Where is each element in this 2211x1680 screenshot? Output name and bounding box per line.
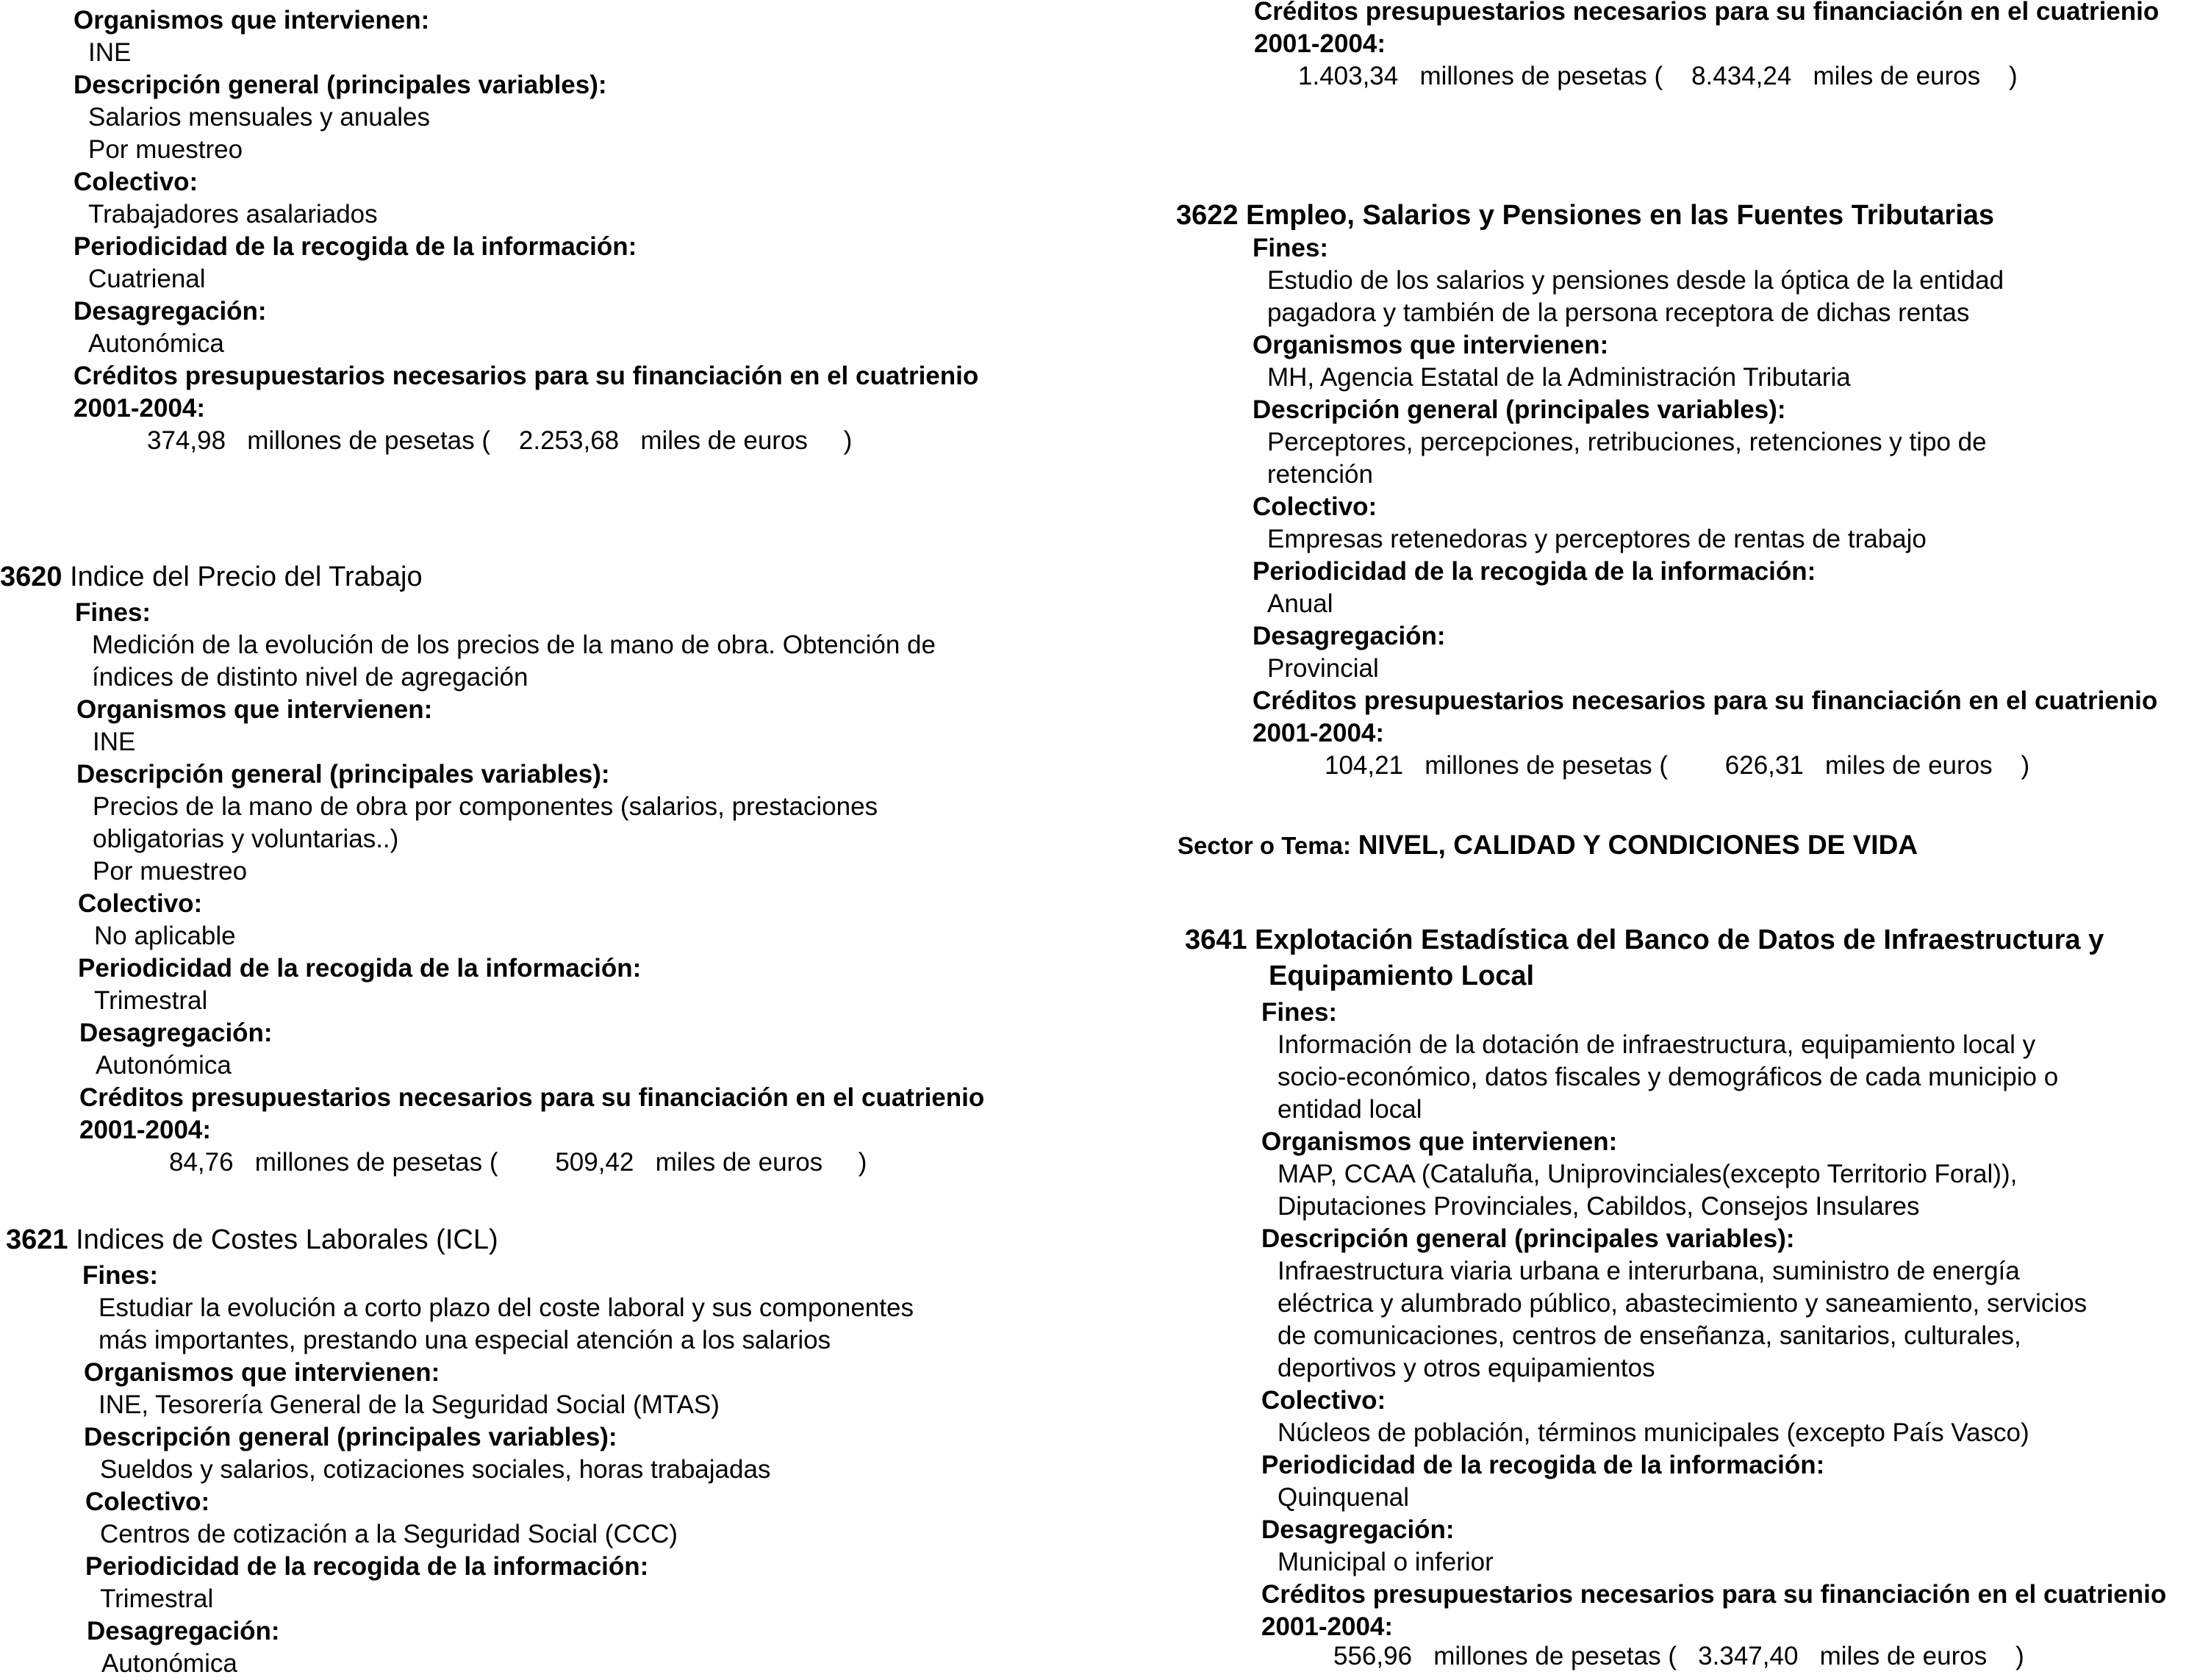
pesetas-unit: millones de pesetas ( (1425, 751, 1668, 780)
pesetas-unit: millones de pesetas ( (1419, 62, 1663, 90)
operation-title: Empleo, Salarios y Pensiones en las Fuentes Tributarias (1246, 200, 1995, 231)
fines-label: Fines: (1253, 234, 1329, 262)
descripcion-label: Descripción general (principales variables): (1261, 1224, 1795, 1253)
pesetas-unit: millones de pesetas ( (1433, 1642, 1677, 1670)
desagregacion-label: Desagregación: (1253, 622, 1446, 650)
euros-value: 2.253,68 (518, 426, 620, 455)
fines-line: Información de la dotación de infraestructura, equipamiento local y (1277, 1030, 2036, 1059)
euros-unit: miles de euros (640, 426, 808, 455)
close-paren: ) (2009, 62, 2018, 90)
periodicidad-label: Periodicidad de la recogida de la información: (85, 1552, 649, 1581)
creditos-label: Créditos presupuestarios necesarios para su financiación en el cuatrienio (1261, 1580, 2167, 1609)
close-paren: ) (2015, 1642, 2024, 1670)
colectivo-value: Núcleos de población, términos municipales (excepto País Vasco) (1277, 1418, 2029, 1447)
colectivo-label: Colectivo: (85, 1487, 210, 1516)
operation-heading-3641 (1185, 924, 2104, 956)
desagregacion-label: Desagregación: (87, 1617, 280, 1645)
creditos-years: 2001-2004: (79, 1116, 212, 1144)
creditos-amount (1298, 60, 2018, 93)
organismos-value: MH, Agencia Estatal de la Administración Tributaria (1267, 363, 1851, 392)
desagregacion-value: Autonómica (101, 1649, 237, 1678)
organismos-value: INE (93, 728, 136, 756)
creditos-years: 2001-2004: (1253, 719, 1385, 747)
creditos-years: 2001-2004: (74, 394, 206, 423)
creditos-amount (1325, 750, 2029, 782)
operation-number: 3620 (0, 561, 62, 592)
creditos-amount (147, 425, 852, 457)
close-paren: ) (843, 426, 853, 455)
operation-number: 3621 (6, 1224, 68, 1255)
fines-line: Estudio de los salarios y pensiones desde la óptica de la entidad (1267, 266, 2004, 295)
colectivo-label: Colectivo: (1253, 492, 1377, 521)
pesetas-unit: millones de pesetas ( (254, 1148, 498, 1177)
descripcion-line: Por muestreo (88, 135, 243, 164)
descripcion-line: Sueldos y salarios, cotizaciones sociales, horas trabajadas (100, 1455, 771, 1484)
operation-heading-3621 (6, 1224, 498, 1256)
organismos-label: Organismos que intervienen: (84, 1358, 440, 1387)
descripcion-line: obligatorias y voluntarias..) (93, 825, 399, 853)
sector-heading (1178, 829, 1918, 862)
sector-value: NIVEL, CALIDAD Y CONDICIONES DE VIDA (1358, 830, 1918, 860)
creditos-years: 2001-2004: (1254, 29, 1386, 58)
organismos-line: MAP, CCAA (Cataluña, Uniprovinciales(excepto Territorio Foral)), (1277, 1160, 2018, 1188)
operation-number: 3641 (1185, 925, 1247, 955)
desagregacion-label: Desagregación: (1261, 1515, 1455, 1544)
descripcion-line: Por muestreo (93, 857, 248, 886)
descripcion-line: Infraestructura viaria urbana e interurbana, suministro de energía (1277, 1257, 2020, 1285)
pesetas-unit: millones de pesetas ( (247, 426, 490, 455)
desagregacion-value: Autonómica (96, 1051, 232, 1080)
operation-heading-3622 (1176, 199, 1994, 231)
euros-unit: miles de euros (1819, 1642, 1988, 1670)
colectivo-value: Centros de cotización a la Seguridad Social (CCC) (100, 1520, 678, 1548)
organismos-value: INE, Tesorería General de la Seguridad Social (MTAS) (98, 1390, 720, 1419)
periodicidad-value: Quinquenal (1277, 1483, 1410, 1512)
descripcion-label: Descripción general (principales variables): (1253, 395, 1786, 424)
desagregacion-label: Desagregación: (79, 1019, 273, 1047)
descripcion-line: de comunicaciones, centros de enseñanza, sanitarios, culturales, (1277, 1321, 2021, 1350)
desagregacion-value: Municipal o inferior (1277, 1548, 1494, 1576)
colectivo-label: Colectivo: (74, 168, 198, 196)
fines-line: Medición de la evolución de los precios de la mano de obra. Obtención de (92, 631, 936, 659)
organismos-label: Organismos que intervienen: (1253, 331, 1609, 359)
sector-label: Sector o Tema: (1178, 832, 1351, 859)
periodicidad-label: Periodicidad de la recogida de la información: (1261, 1451, 1825, 1479)
operation-title-line-2: Equipamiento Local (1269, 961, 1535, 991)
descripcion-line: deportivos y otros equipamientos (1277, 1354, 1655, 1382)
descripcion-line: Precios de la mano de obra por componentes (salarios, prestaciones (93, 792, 878, 821)
periodicidad-label: Periodicidad de la recogida de la información: (1253, 557, 1816, 586)
close-paren: ) (2021, 751, 2030, 780)
descripcion-line: Salarios mensuales y anuales (88, 103, 430, 132)
operation-title: Indice del Precio del Trabajo (70, 561, 423, 592)
pesetas-value: 104,21 (1325, 751, 1404, 780)
periodicidad-value: Anual (1267, 589, 1333, 618)
creditos-label: Créditos presupuestarios necesarios para su financiación en el cuatrienio (1254, 0, 2160, 26)
euros-unit: miles de euros (655, 1148, 823, 1177)
fines-label: Fines: (75, 598, 151, 627)
periodicidad-label: Periodicidad de la recogida de la información: (74, 232, 637, 261)
creditos-amount (169, 1146, 867, 1179)
desagregacion-value: Autonómica (88, 329, 224, 358)
descripcion-label: Descripción general (principales variables): (76, 760, 610, 789)
euros-unit: miles de euros (1825, 751, 1993, 780)
descripcion-line: eléctrica y alumbrado público, abastecimiento y saneamiento, servicios (1277, 1289, 2088, 1318)
operation-number: 3622 (1176, 200, 1239, 231)
desagregacion-value: Provincial (1267, 654, 1379, 683)
organismos-value: INE (88, 38, 132, 67)
fines-line: índices de distinto nivel de agregación (92, 663, 528, 692)
creditos-label: Créditos presupuestarios necesarios para su financiación en el cuatrienio (74, 362, 979, 390)
periodicidad-label: Periodicidad de la recogida de la información: (78, 954, 642, 983)
euros-value: 626,31 (1724, 751, 1804, 780)
operation-title: Explotación Estadística del Banco de Datos de Infraestructura y (1255, 925, 2104, 955)
periodicidad-value: Trimestral (94, 986, 208, 1015)
descripcion-line: Perceptores, percepciones, retribuciones, retenciones y tipo de (1267, 428, 1987, 456)
descripcion-label: Descripción general (principales variables): (84, 1423, 617, 1451)
pesetas-value: 84,76 (169, 1148, 234, 1177)
organismos-line: Diputaciones Provinciales, Cabildos, Consejos Insulares (1277, 1192, 1920, 1221)
desagregacion-label: Desagregación: (74, 297, 267, 326)
colectivo-label: Colectivo: (78, 889, 203, 918)
fines-line: más importantes, prestando una especial atención a los salarios (98, 1326, 831, 1354)
creditos-label: Créditos presupuestarios necesarios para su financiación en el cuatrienio (79, 1083, 985, 1112)
creditos-years: 2001-2004: (1261, 1612, 1394, 1641)
pesetas-value: 1.403,34 (1298, 62, 1399, 90)
descripcion-line: retención (1267, 460, 1373, 489)
colectivo-value: No aplicable (94, 922, 236, 950)
creditos-label: Créditos presupuestarios necesarios para su financiación en el cuatrienio (1253, 686, 2158, 715)
colectivo-value: Empresas retenedoras y perceptores de rentas de trabajo (1267, 525, 1927, 553)
fines-line: Estudiar la evolución a corto plazo del coste laboral y sus componentes (98, 1293, 914, 1322)
creditos-amount (1333, 1640, 2024, 1673)
pesetas-value: 374,98 (147, 426, 226, 455)
fines-line: pagadora y también de la persona receptora de dichas rentas (1267, 298, 1970, 327)
organismos-label: Organismos que intervienen: (76, 695, 433, 724)
euros-unit: miles de euros (1813, 62, 1981, 90)
pesetas-value: 556,96 (1333, 1642, 1413, 1670)
euros-value: 8.434,24 (1691, 62, 1792, 90)
organismos-label: Organismos que intervienen: (74, 6, 430, 35)
euros-value: 509,42 (555, 1148, 634, 1177)
close-paren: ) (858, 1148, 867, 1177)
euros-value: 3.347,40 (1698, 1642, 1799, 1670)
operation-heading-3620 (0, 561, 423, 593)
periodicidad-value: Trimestral (100, 1584, 214, 1613)
fines-label: Fines: (82, 1261, 159, 1290)
periodicidad-value: Cuatrienal (88, 265, 206, 293)
fines-line: entidad local (1277, 1095, 1422, 1124)
colectivo-value: Trabajadores asalariados (88, 200, 378, 229)
colectivo-label: Colectivo: (1261, 1386, 1386, 1415)
descripcion-label: Descripción general (principales variables): (74, 71, 607, 99)
fines-line: socio-económico, datos fiscales y demográficos de cada municipio o (1277, 1063, 2059, 1091)
organismos-label: Organismos que intervienen: (1261, 1127, 1618, 1156)
operation-title: Indices de Costes Laborales (ICL) (76, 1224, 498, 1255)
fines-label: Fines: (1261, 998, 1338, 1027)
